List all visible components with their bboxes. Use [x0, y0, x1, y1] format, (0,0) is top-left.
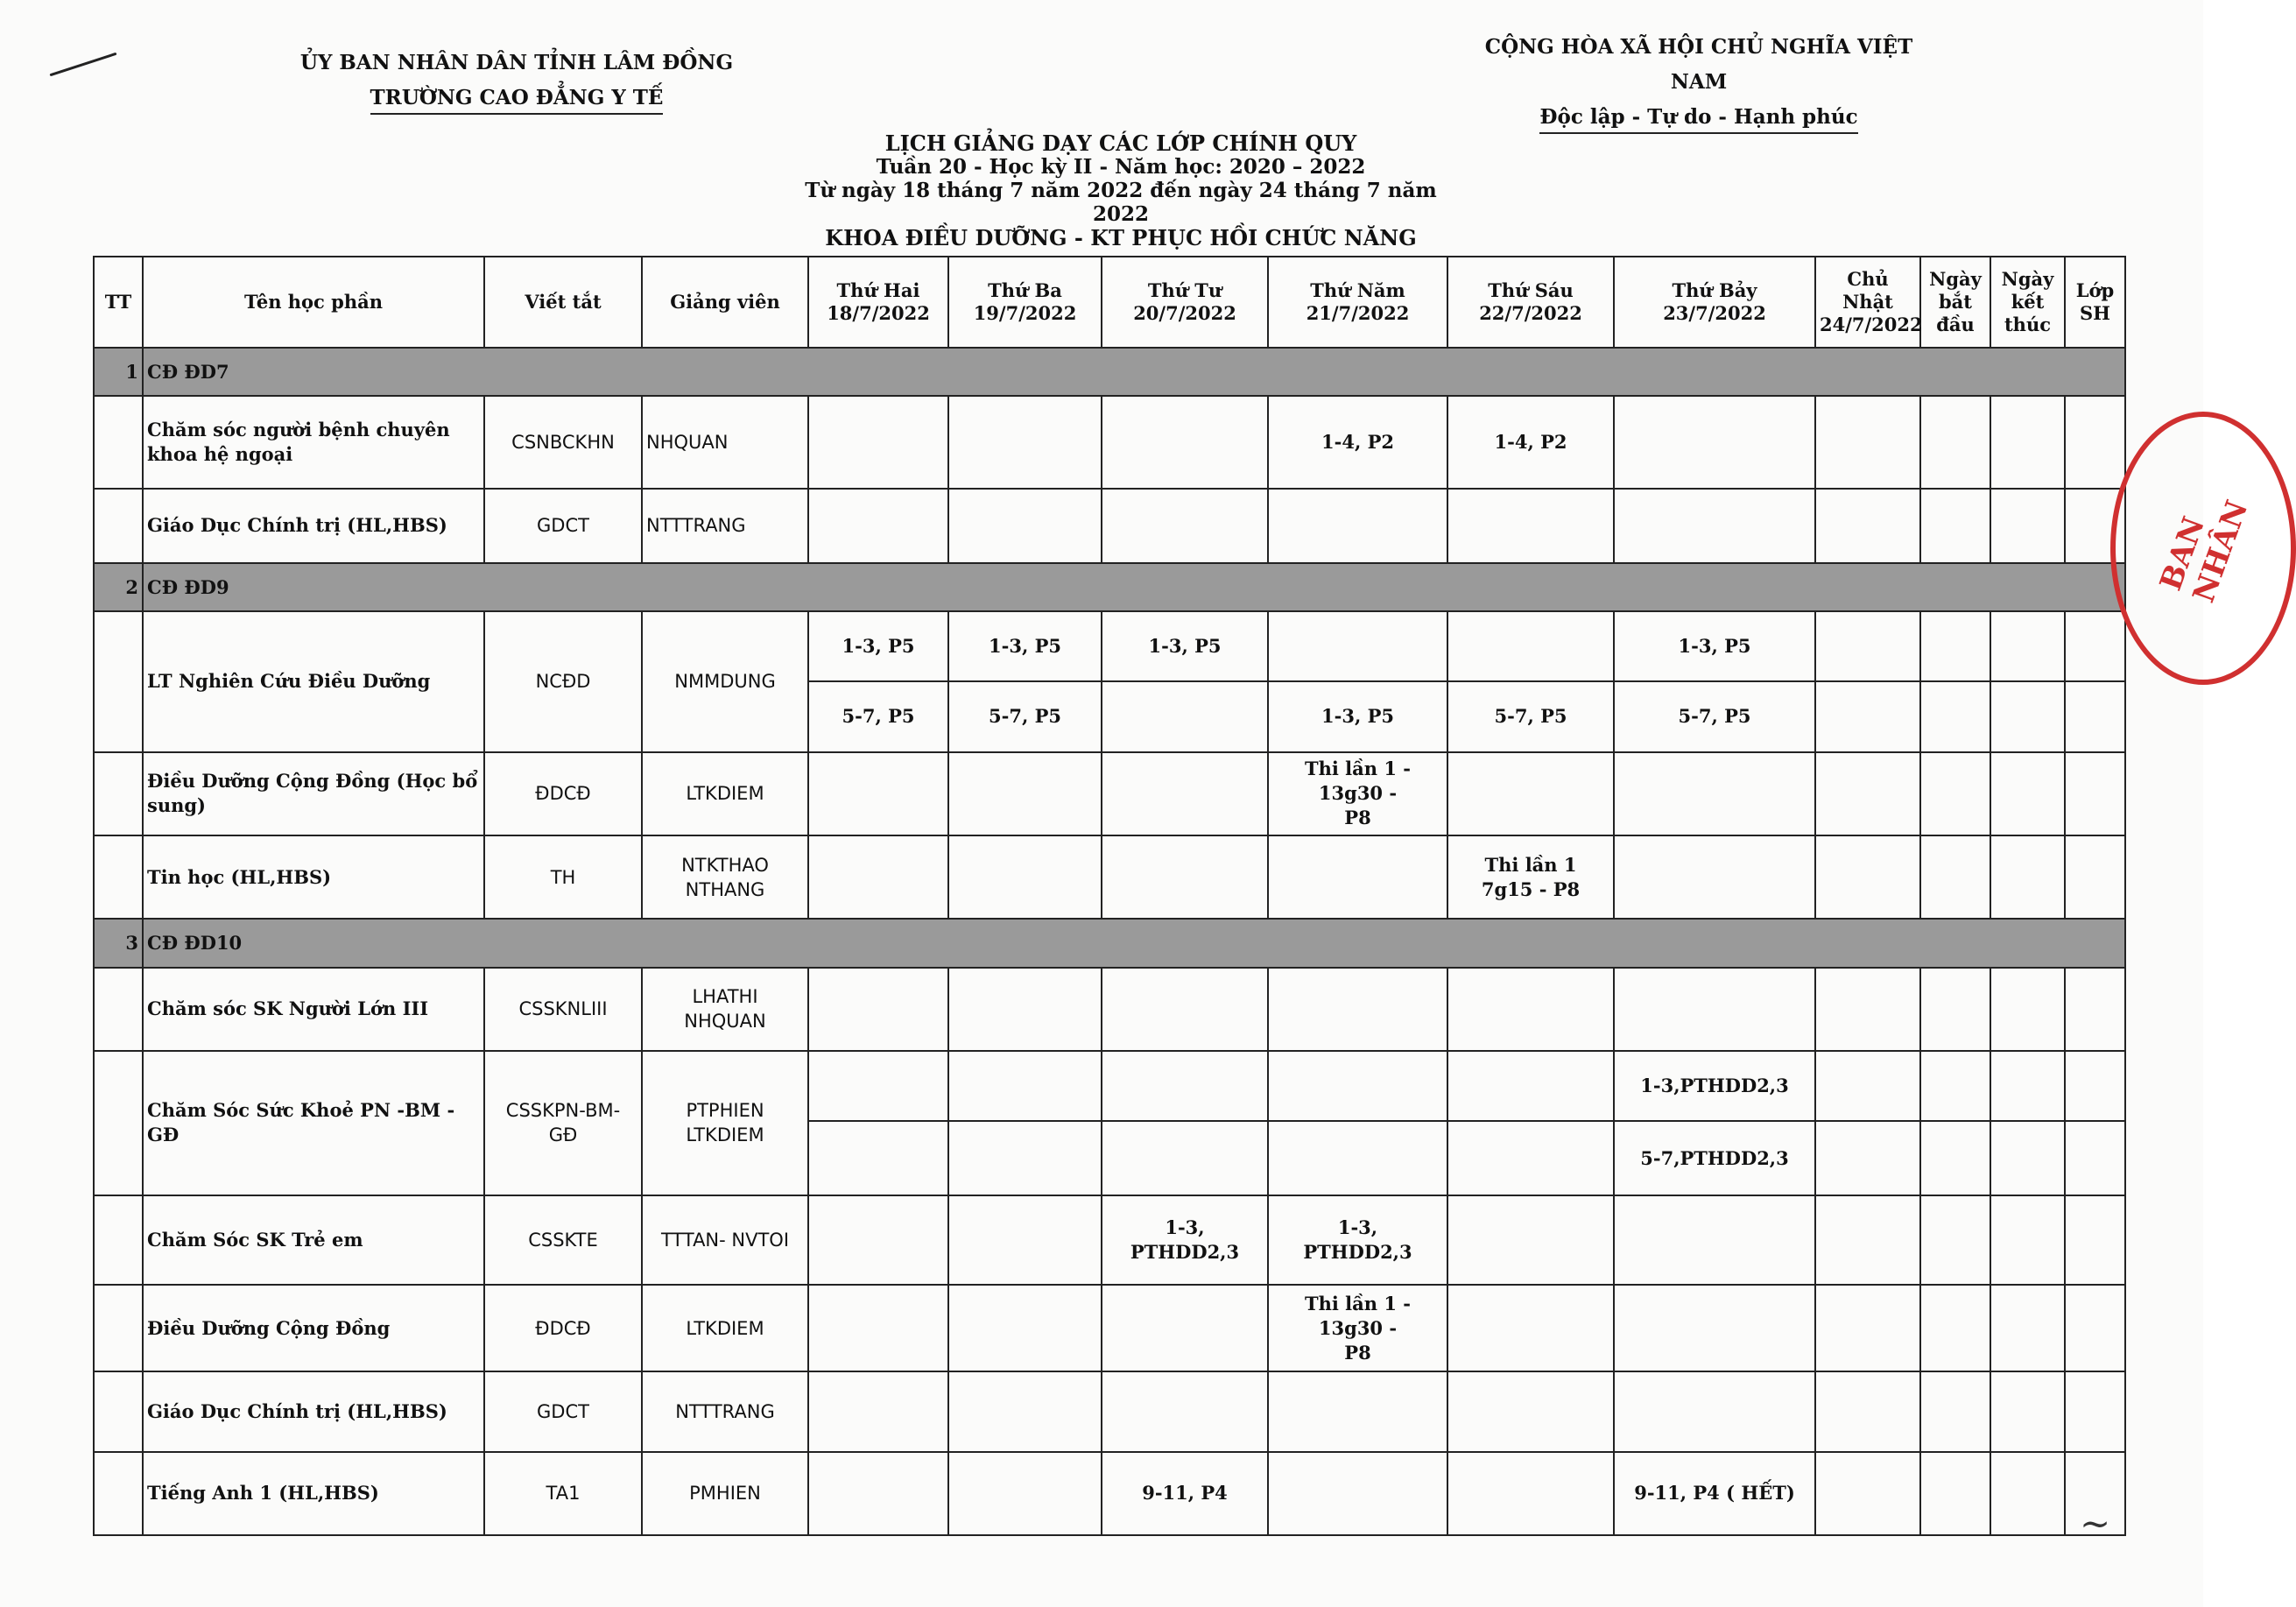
- subject-abbr: TH: [484, 835, 642, 919]
- col-lecturer: Giảng viên: [642, 257, 808, 348]
- subject-abbr: CSSKPN-BM- GĐ: [484, 1051, 642, 1195]
- lecturer: LTKDIEM: [642, 752, 808, 835]
- schedule-cell: 1-3, P5: [808, 611, 948, 682]
- subject-abbr: CSNBCKHN: [484, 396, 642, 489]
- schedule-cell: 1-3, P5: [1614, 611, 1815, 682]
- group-name: CĐ ĐD7: [143, 348, 2125, 396]
- schedule-table: [93, 256, 2124, 1536]
- table-row: [94, 396, 2125, 489]
- schedule-cell: 5-7, P5: [948, 681, 1102, 752]
- subject-name: Điều Dưỡng Cộng Đồng (Học bổ sung): [143, 752, 484, 835]
- table-row: [94, 1285, 2125, 1372]
- document-title: [788, 131, 1454, 250]
- table-row: [94, 1051, 2125, 1122]
- lecturer: LHATHI NHQUAN: [642, 968, 808, 1051]
- subject-abbr: GDCT: [484, 1371, 642, 1451]
- subject-name: Điều Dưỡng Cộng Đồng: [143, 1285, 484, 1372]
- lecturer: LTKDIEM: [642, 1285, 808, 1372]
- group-number: 2: [94, 563, 143, 611]
- schedule-cell: 1-4, P2: [1447, 396, 1614, 489]
- nation-header: [1454, 30, 1944, 135]
- schedule-cell: 5-7, P5: [808, 681, 948, 752]
- table-row: [94, 1371, 2125, 1451]
- col-end: Ngày kết thúc: [1990, 257, 2065, 348]
- col-sat: Thứ Bảy 23/7/2022: [1614, 257, 1815, 348]
- table-row: [94, 611, 2125, 682]
- schedule-cell: 1-3,PTHDD2,3: [1614, 1051, 1815, 1122]
- lecturer: NMMDUNG: [642, 611, 808, 752]
- subject-name: LT Nghiên Cứu Điều Dưỡng: [143, 611, 484, 752]
- col-wed: Thứ Tư 20/7/2022: [1102, 257, 1268, 348]
- lecturer: NTTTRANG: [642, 489, 808, 563]
- subject-abbr: NCĐD: [484, 611, 642, 752]
- table-row: [94, 489, 2125, 563]
- schedule-cell: Thi lần 1 - 13g30 - P8: [1268, 1285, 1447, 1372]
- subject-name: Chăm sóc người bệnh chuyên khoa hệ ngoại: [143, 396, 484, 489]
- group-name: CĐ ĐD10: [143, 919, 2125, 967]
- lecturer: TTTAN- NVTOI: [642, 1195, 808, 1285]
- subject-abbr: CSSKTE: [484, 1195, 642, 1285]
- schedule-cell: 5-7, P5: [1614, 681, 1815, 752]
- subject-name: Chăm Sóc SK Trẻ em: [143, 1195, 484, 1285]
- subject-name: Tin học (HL,HBS): [143, 835, 484, 919]
- schedule-cell: 9-11, P4: [1102, 1452, 1268, 1535]
- title-line-1: LỊCH GIẢNG DẠY CÁC LỚP CHÍNH QUY: [884, 130, 1357, 156]
- schedule-cell: 1-3, P5: [1268, 681, 1447, 752]
- col-class-sh: Lớp SH: [2065, 257, 2125, 348]
- lecturer: NTKTHAO NTHANG: [642, 835, 808, 919]
- group-row: [94, 563, 2125, 611]
- subject-name: Giáo Dục Chính trị (HL,HBS): [143, 489, 484, 563]
- title-line-2: Tuần 20 - Học kỳ II - Năm học: 2020 – 2022: [876, 155, 1366, 179]
- subject-name: Giáo Dục Chính trị (HL,HBS): [143, 1371, 484, 1451]
- schedule-cell: 1-3, P5: [1102, 611, 1268, 682]
- col-abbr: Viết tắt: [484, 257, 642, 348]
- schedule-cell: 1-3, PTHDD2,3: [1268, 1195, 1447, 1285]
- col-tue: Thứ Ba 19/7/2022: [948, 257, 1102, 348]
- stamp-text: BAN NHÂN: [2152, 496, 2256, 608]
- title-line-4: KHOA ĐIỀU DƯỠNG - KT PHỤC HỒI CHỨC NĂNG: [825, 225, 1417, 250]
- subject-abbr: TA1: [484, 1452, 642, 1535]
- schedule-cell: 1-4, P2: [1268, 396, 1447, 489]
- col-tt: TT: [94, 257, 143, 348]
- col-mon: Thứ Hai 18/7/2022: [808, 257, 948, 348]
- schedule-cell: Thi lần 1 - 13g30 - P8: [1268, 752, 1447, 835]
- nation-line-2: Độc lập - Tự do - Hạnh phúc: [1539, 102, 1857, 134]
- group-name: CĐ ĐD9: [143, 563, 2125, 611]
- lecturer: PMHIEN: [642, 1452, 808, 1535]
- col-sun: Chủ Nhật 24/7/2022: [1815, 257, 1920, 348]
- table-row: [94, 1195, 2125, 1285]
- schedule-cell: Thi lần 1 7g15 - P8: [1447, 835, 1614, 919]
- group-number: 3: [94, 919, 143, 967]
- org-line-2: TRƯỜNG CAO ĐẲNG Y TẾ: [370, 83, 664, 115]
- lecturer: NHQUAN: [642, 396, 808, 489]
- subject-abbr: CSSKNLIII: [484, 968, 642, 1051]
- col-subject: Tên học phần: [143, 257, 484, 348]
- organization-header: [289, 46, 744, 116]
- col-fri: Thứ Sáu 22/7/2022: [1447, 257, 1614, 348]
- title-line-3: Từ ngày 18 tháng 7 năm 2022 đến ngày 24 tháng 7 năm 2022: [805, 179, 1437, 226]
- table-row: [94, 968, 2125, 1051]
- signature-mark: ~: [2080, 1502, 2111, 1545]
- org-line-1: ỦY BAN NHÂN DÂN TỈNH LÂM ĐỒNG: [299, 51, 734, 74]
- lecturer: PTPHIEN LTKDIEM: [642, 1051, 808, 1195]
- pen-mark: [49, 53, 116, 77]
- nation-line-1: CỘNG HÒA XÃ HỘI CHỦ NGHĨA VIỆT NAM: [1484, 35, 1913, 94]
- subject-abbr: GDCT: [484, 489, 642, 563]
- table-row: [94, 835, 2125, 919]
- col-thu: Thứ Năm 21/7/2022: [1268, 257, 1447, 348]
- schedule-cell: 5-7, P5: [1447, 681, 1614, 752]
- subject-abbr: ĐDCĐ: [484, 752, 642, 835]
- group-row: [94, 348, 2125, 396]
- schedule-cell: 1-3, PTHDD2,3: [1102, 1195, 1268, 1285]
- table-header-row: [94, 257, 2125, 348]
- subject-name: Tiếng Anh 1 (HL,HBS): [143, 1452, 484, 1535]
- subject-abbr: ĐDCĐ: [484, 1285, 642, 1372]
- schedule-cell: 1-3, P5: [948, 611, 1102, 682]
- group-number: 1: [94, 348, 143, 396]
- schedule-cell: 5-7,PTHDD2,3: [1614, 1121, 1815, 1195]
- lecturer: NTTTRANG: [642, 1371, 808, 1451]
- col-start: Ngày bắt đầu: [1920, 257, 1990, 348]
- subject-name: Chăm sóc SK Người Lớn III: [143, 968, 484, 1051]
- table-row: [94, 1452, 2125, 1535]
- table-row: [94, 752, 2125, 835]
- subject-name: Chăm Sóc Sức Khoẻ PN -BM - GĐ: [143, 1051, 484, 1195]
- group-row: [94, 919, 2125, 967]
- red-seal-stamp: [2110, 412, 2296, 685]
- schedule-cell: 9-11, P4 ( HẾT): [1614, 1452, 1815, 1535]
